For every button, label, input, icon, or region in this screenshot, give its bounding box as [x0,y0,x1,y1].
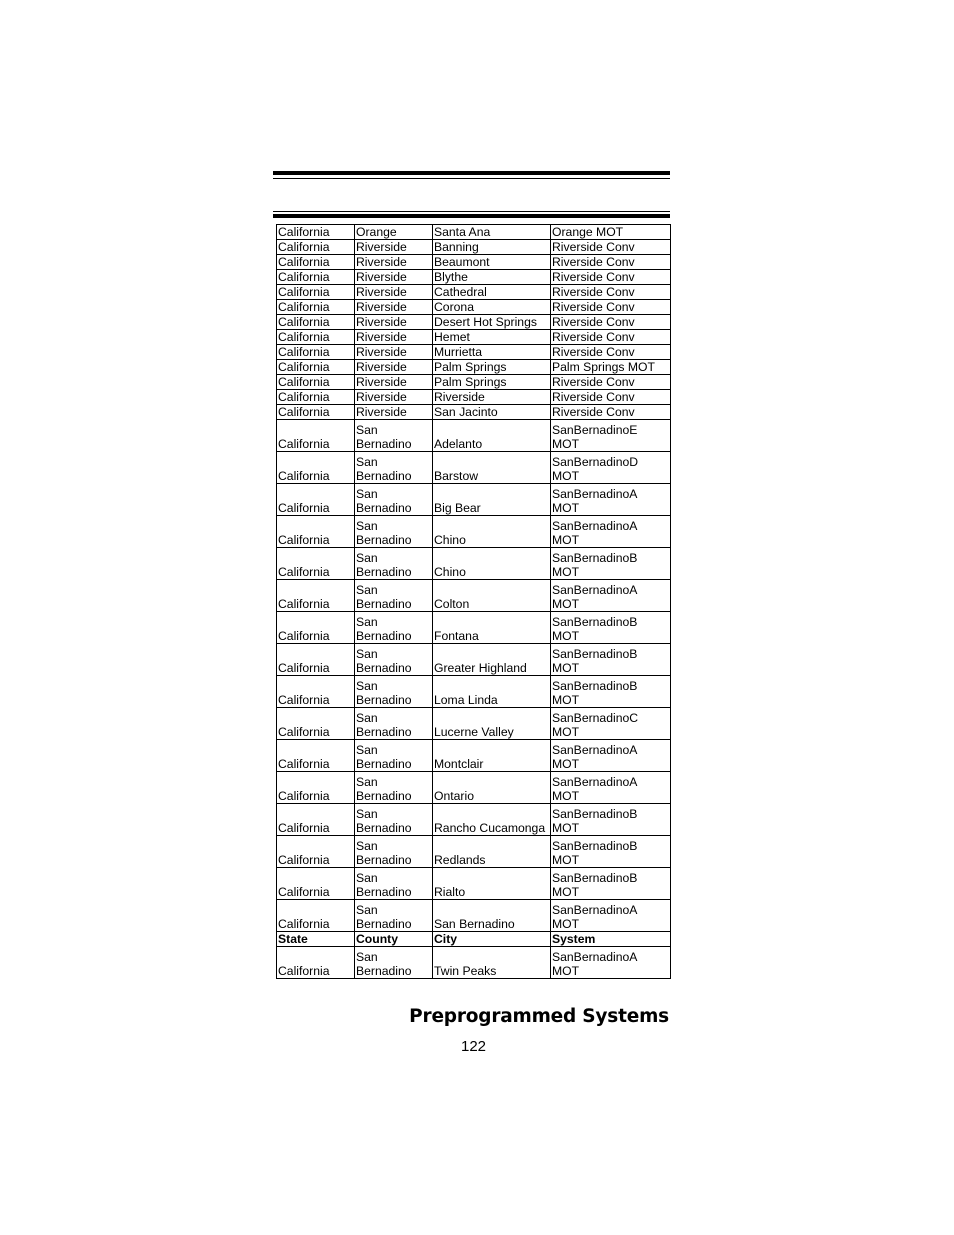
county-cell-line: Riverside [356,300,407,314]
table-row [277,360,671,375]
system-cell [551,420,671,452]
system-cell-line: SanBernadinoB [552,807,638,821]
table-body [277,225,671,979]
county-cell [355,676,433,708]
county-cell-line: Riverside [356,255,407,269]
state-cell: California [277,516,355,548]
county-cell [355,315,433,330]
state-cell: California [277,240,355,255]
system-cell-line: Palm Springs MOT [552,360,655,374]
system-cell-line: SanBernadinoB [552,871,638,885]
county-cell-line: San [356,807,378,821]
system-cell-line: MOT [552,917,580,931]
state-cell: California [277,420,355,452]
county-cell-line: San [356,455,378,469]
county-cell-line: Bernadino [356,853,412,867]
county-cell-line: San [356,519,378,533]
state-cell: California [277,270,355,285]
county-cell [355,345,433,360]
table-row [277,375,671,390]
state-cell: California [277,345,355,360]
county-cell-line: Riverside [356,360,407,374]
county-cell-line: San [356,551,378,565]
system-cell-line: MOT [552,885,580,899]
county-cell-line: San [356,839,378,853]
state-cell: California [277,548,355,580]
system-cell [551,772,671,804]
county-cell [355,360,433,375]
city-cell: Fontana [433,612,551,644]
county-cell-line: Bernadino [356,725,412,739]
state-cell: California [277,484,355,516]
system-cell [551,932,671,947]
county-cell-line: San [356,423,378,437]
county-cell [355,225,433,240]
system-cell [551,285,671,300]
state-cell: California [277,375,355,390]
state-cell: California [277,644,355,676]
system-cell-line: SanBernadinoE [552,423,638,437]
system-cell-line: SanBernadinoB [552,647,638,661]
county-cell-line: Riverside [356,390,407,404]
county-cell [355,255,433,270]
city-cell: Desert Hot Springs [433,315,551,330]
county-cell-line: Orange [356,225,397,239]
table-row [277,947,671,979]
county-cell-line: Riverside [356,405,407,419]
county-cell [355,330,433,345]
system-cell [551,360,671,375]
county-cell-line: Riverside [356,315,407,329]
system-cell-line: MOT [552,501,580,515]
table-rule-thin [273,211,670,212]
system-cell [551,345,671,360]
city-cell: Cathedral [433,285,551,300]
system-cell-line: Riverside Conv [552,300,635,314]
county-cell [355,708,433,740]
system-cell [551,612,671,644]
table-row [277,255,671,270]
system-cell [551,676,671,708]
system-cell-line: MOT [552,964,580,978]
system-cell-line: MOT [552,757,580,771]
preprogrammed-systems-table [276,224,671,979]
table-row [277,516,671,548]
system-cell-line: Riverside Conv [552,330,635,344]
city-cell: Redlands [433,836,551,868]
county-cell-line: Bernadino [356,597,412,611]
table-row [277,644,671,676]
table-row [277,300,671,315]
system-cell [551,452,671,484]
city-cell: City [433,932,551,947]
system-cell-line: MOT [552,533,580,547]
city-cell: Montclair [433,740,551,772]
city-cell: Greater Highland [433,644,551,676]
system-cell-line: SanBernadinoD [552,455,639,469]
system-cell-line: MOT [552,661,580,675]
system-cell-line: MOT [552,725,580,739]
state-cell: California [277,612,355,644]
county-cell [355,772,433,804]
table-row [277,900,671,932]
system-cell [551,708,671,740]
system-cell-line: SanBernadinoB [552,679,638,693]
city-cell: San Jacinto [433,405,551,420]
county-cell [355,900,433,932]
city-cell: Chino [433,516,551,548]
county-cell-line: Bernadino [356,885,412,899]
system-cell [551,947,671,979]
system-cell [551,315,671,330]
state-cell: California [277,330,355,345]
county-cell-line: Bernadino [356,693,412,707]
city-cell: Santa Ana [433,225,551,240]
system-cell [551,644,671,676]
county-cell-line: San [356,647,378,661]
table-row [277,270,671,285]
system-cell-line: Riverside Conv [552,345,635,359]
county-cell-line: Bernadino [356,469,412,483]
system-cell-line: Riverside Conv [552,255,635,269]
system-cell-line: SanBernadinoA [552,950,638,964]
table-row [277,345,671,360]
county-cell-line: Riverside [356,375,407,389]
city-cell: Blythe [433,270,551,285]
county-cell [355,390,433,405]
table-row [277,240,671,255]
city-cell: Beaumont [433,255,551,270]
state-cell: California [277,315,355,330]
county-cell-line: County [356,932,398,946]
system-cell [551,580,671,612]
table-row [277,676,671,708]
county-cell-line: San [356,775,378,789]
system-cell-line: MOT [552,693,580,707]
county-cell [355,300,433,315]
table-row [277,612,671,644]
system-cell-line: MOT [552,821,580,835]
county-cell-line: Bernadino [356,789,412,803]
state-cell: California [277,405,355,420]
county-cell-line: San [356,711,378,725]
city-cell: Adelanto [433,420,551,452]
table-row [277,405,671,420]
table-row [277,772,671,804]
state-cell: California [277,804,355,836]
county-cell-line: San [356,615,378,629]
county-cell-line: Riverside [356,330,407,344]
system-cell-line: SanBernadinoA [552,743,638,757]
city-cell: Lucerne Valley [433,708,551,740]
county-cell [355,285,433,300]
page-number: 122 [461,1038,487,1055]
city-cell: San Bernadino [433,900,551,932]
state-cell: California [277,390,355,405]
state-cell: California [277,900,355,932]
table-row [277,390,671,405]
system-cell [551,225,671,240]
system-cell-line: SanBernadinoA [552,583,638,597]
county-cell [355,420,433,452]
county-cell-line: Bernadino [356,757,412,771]
system-cell-line: SanBernadinoB [552,839,638,853]
table-row [277,836,671,868]
state-cell: California [277,740,355,772]
system-cell-line: SanBernadinoA [552,775,638,789]
system-cell [551,804,671,836]
city-cell: Palm Springs [433,375,551,390]
county-cell [355,947,433,979]
system-cell [551,390,671,405]
section-title: Preprogrammed Systems [409,1006,669,1027]
city-cell: Hemet [433,330,551,345]
table-row [277,420,671,452]
county-cell [355,580,433,612]
system-cell [551,548,671,580]
city-cell: Colton [433,580,551,612]
system-cell [551,836,671,868]
top-rule-thick [273,171,670,175]
state-cell: California [277,947,355,979]
county-cell-line: San [356,583,378,597]
city-cell: Rialto [433,868,551,900]
system-cell-line: System [552,932,596,946]
system-cell-line: SanBernadinoB [552,551,638,565]
county-cell-line: Bernadino [356,629,412,643]
county-cell [355,932,433,947]
city-cell: Big Bear [433,484,551,516]
system-cell [551,240,671,255]
county-cell-line: Riverside [356,345,407,359]
county-cell-line: San [356,679,378,693]
county-cell [355,375,433,390]
system-cell-line: Riverside Conv [552,270,635,284]
system-cell-line: Riverside Conv [552,390,635,404]
state-cell: California [277,452,355,484]
county-cell-line: Bernadino [356,437,412,451]
county-cell [355,516,433,548]
system-cell-line: Orange MOT [552,225,624,239]
system-cell-line: MOT [552,565,580,579]
county-cell-line: San [356,487,378,501]
county-cell [355,868,433,900]
table-row [277,708,671,740]
system-cell [551,484,671,516]
state-cell: California [277,708,355,740]
city-cell: Twin Peaks [433,947,551,979]
county-cell-line: Bernadino [356,501,412,515]
county-cell [355,240,433,255]
state-cell: California [277,225,355,240]
city-cell: Ontario [433,772,551,804]
system-cell [551,375,671,390]
state-cell: California [277,676,355,708]
county-cell-line: San [356,871,378,885]
county-cell [355,484,433,516]
system-cell-line: SanBernadinoC [552,711,639,725]
county-cell-line: Riverside [356,240,407,254]
county-cell [355,548,433,580]
city-cell: Rancho Cucamonga [433,804,551,836]
county-cell [355,836,433,868]
system-cell-line: Riverside Conv [552,240,635,254]
state-cell: State [277,932,355,947]
system-cell-line: SanBernadinoA [552,519,638,533]
table-row [277,868,671,900]
system-cell [551,516,671,548]
state-cell: California [277,868,355,900]
city-cell: Corona [433,300,551,315]
table-row [277,330,671,345]
city-cell: Riverside [433,390,551,405]
county-cell-line: Bernadino [356,565,412,579]
system-cell [551,900,671,932]
system-cell-line: MOT [552,853,580,867]
system-cell-line: MOT [552,629,580,643]
county-cell [355,612,433,644]
table-row [277,285,671,300]
table-row [277,484,671,516]
system-cell-line: Riverside Conv [552,315,635,329]
city-cell: Murrietta [433,345,551,360]
table-row [277,548,671,580]
system-cell-line: MOT [552,789,580,803]
system-cell-line: Riverside Conv [552,375,635,389]
county-cell-line: Riverside [356,285,407,299]
county-cell [355,740,433,772]
table-row [277,804,671,836]
city-cell: Banning [433,240,551,255]
system-cell-line: MOT [552,597,580,611]
county-cell [355,405,433,420]
county-cell [355,804,433,836]
state-cell: California [277,772,355,804]
system-cell [551,330,671,345]
system-cell [551,405,671,420]
system-cell-line: Riverside Conv [552,285,635,299]
state-cell: California [277,285,355,300]
county-cell-line: San [356,743,378,757]
system-cell [551,270,671,285]
county-cell-line: Bernadino [356,661,412,675]
system-cell-line: SanBernadinoA [552,487,638,501]
county-cell-line: San [356,903,378,917]
table-row [277,452,671,484]
state-cell: California [277,580,355,612]
county-cell-line: San [356,950,378,964]
system-cell-line: SanBernadinoA [552,903,638,917]
top-rule-thin [273,178,670,179]
system-cell [551,255,671,270]
state-cell: California [277,255,355,270]
county-cell [355,452,433,484]
state-cell: California [277,836,355,868]
county-cell-line: Bernadino [356,917,412,931]
table-rule-thick [273,214,670,218]
city-cell: Palm Springs [433,360,551,375]
system-cell [551,868,671,900]
city-cell: Loma Linda [433,676,551,708]
system-cell-line: MOT [552,469,580,483]
county-cell [355,644,433,676]
state-cell: California [277,360,355,375]
county-cell-line: Bernadino [356,964,412,978]
system-cell-line: Riverside Conv [552,405,635,419]
table-row [277,740,671,772]
system-cell [551,740,671,772]
county-cell-line: Bernadino [356,533,412,547]
county-cell-line: Riverside [356,270,407,284]
system-cell-line: SanBernadinoB [552,615,638,629]
table-row [277,315,671,330]
county-cell [355,270,433,285]
system-cell [551,300,671,315]
table-row [277,580,671,612]
city-cell: Chino [433,548,551,580]
county-cell-line: Bernadino [356,821,412,835]
system-cell-line: MOT [552,437,580,451]
table-row [277,225,671,240]
table-header-row [277,932,671,947]
state-cell: California [277,300,355,315]
city-cell: Barstow [433,452,551,484]
